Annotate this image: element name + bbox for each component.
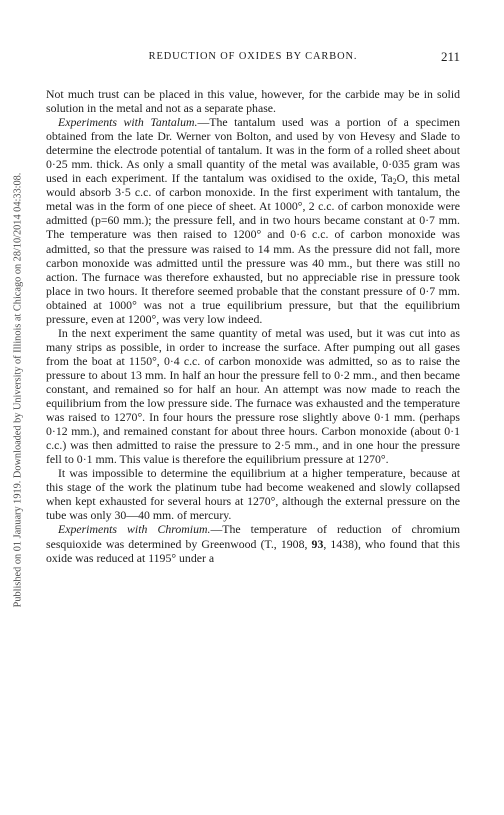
section-lead-tantalum: Experiments with Tantalum. (58, 115, 198, 130)
paragraph-chromium-experiments (46, 522, 460, 564)
paragraph-tantalum-experiments (46, 115, 460, 326)
paragraph-text: —The tantalum used was a portion of a specimen obtained from the late Dr. Werner von Bolton, and used by von Hevesy and Slade to determine the electrode potential of tantalum. It was in the form of a rolled sheet about 0·25 mm. thick. As only a small quantity of the metal was available, 0·035 gram was used in each experiment. If the tantalum was oxidised to the oxide, Ta (46, 115, 460, 186)
subscript: 2 (392, 177, 397, 187)
journal-volume: 93 (311, 536, 324, 551)
page-number: 211 (440, 49, 460, 64)
paragraph-text: , 1438), who found that this oxide was reduced at 1195° under a (46, 536, 460, 565)
paragraph-text: —The temperature of reduction of chromium sesquioxide was determined by Greenwood (T., 1908, (46, 522, 461, 551)
paragraph: Not much trust can be placed in this value, however, for the carbide may be in solid solution in the metal and not as a separate phase. (46, 87, 460, 116)
paragraph-text: O, this metal would absorb 3·5 c.c. of carbon monoxide. In the first experiment with tantalum, the metal was in the form of one piece of sheet. At 1000°, 2 c.c. of carbon monoxide were admitted (p=60 mm.); the pressure fell, and in two hours became constant at 0·7 mm. The temperature was then raised to 1200° and 0·6 c.c. of carbon monoxide was admitted, so that the pressure was raised to 14 mm. As the pressure did not fall, more carbon monoxide was admitted until the pressure was 40 mm., but there was still no action. The furnace was therefore exhausted, but no appreciable rise in pressure took place in two hours. It therefore seemed probable that the constant pressure of 0·7 mm. obtained at 1000° was not a true equilibrium pressure, but that the equilibrium pressure, even at 1200°, was very low indeed. (46, 171, 460, 326)
download-watermark (9, 70, 27, 710)
section-lead-chromium: Experiments with Chromium. (58, 522, 211, 537)
page-header (46, 49, 460, 65)
paragraph: It was impossible to determine the equilibrium at a higher temperature, because at this stage of the work the platinum tube had become weakened and slowly collapsed when kept exhausted for several hours at 1270°, although the external pressure on the tube was only 30—40 mm. of mercury. (46, 466, 460, 523)
running-title: REDUCTION OF OXIDES BY CARBON. (148, 51, 358, 62)
download-watermark-text: Published on 01 January 1919. Downloaded by University of Illinois at Chicago on 28/10/2014 04:33:08. (12, 172, 24, 608)
body-text (46, 87, 460, 565)
paragraph: In the next experiment the same quantity of metal was used, but it was cut into as many strips as possible, in order to increase the surface. After pumping out all gases from the boat at 1150°, 0·4 c.c. of carbon monoxide was admitted, so as to raise the pressure to about 13 mm. In half an hour the pressure fell to 0·2 mm., and then became constant, and remained so for half an hour. An attempt was now made to reach the equilibrium from the low pressure side. The furnace was exhausted and the temperature was raised to 1270°. In four hours the pressure rose slightly above 0·1 mm. (perhaps 0·12 mm.), and remained constant for about three hours. Carbon monoxide (about 0·1 c.c.) was then admitted to raise the pressure to 2·5 mm., and in one hour the pressure fell to 0·1 mm. This value is therefore the equilibrium pressure at 1270°. (46, 325, 460, 467)
